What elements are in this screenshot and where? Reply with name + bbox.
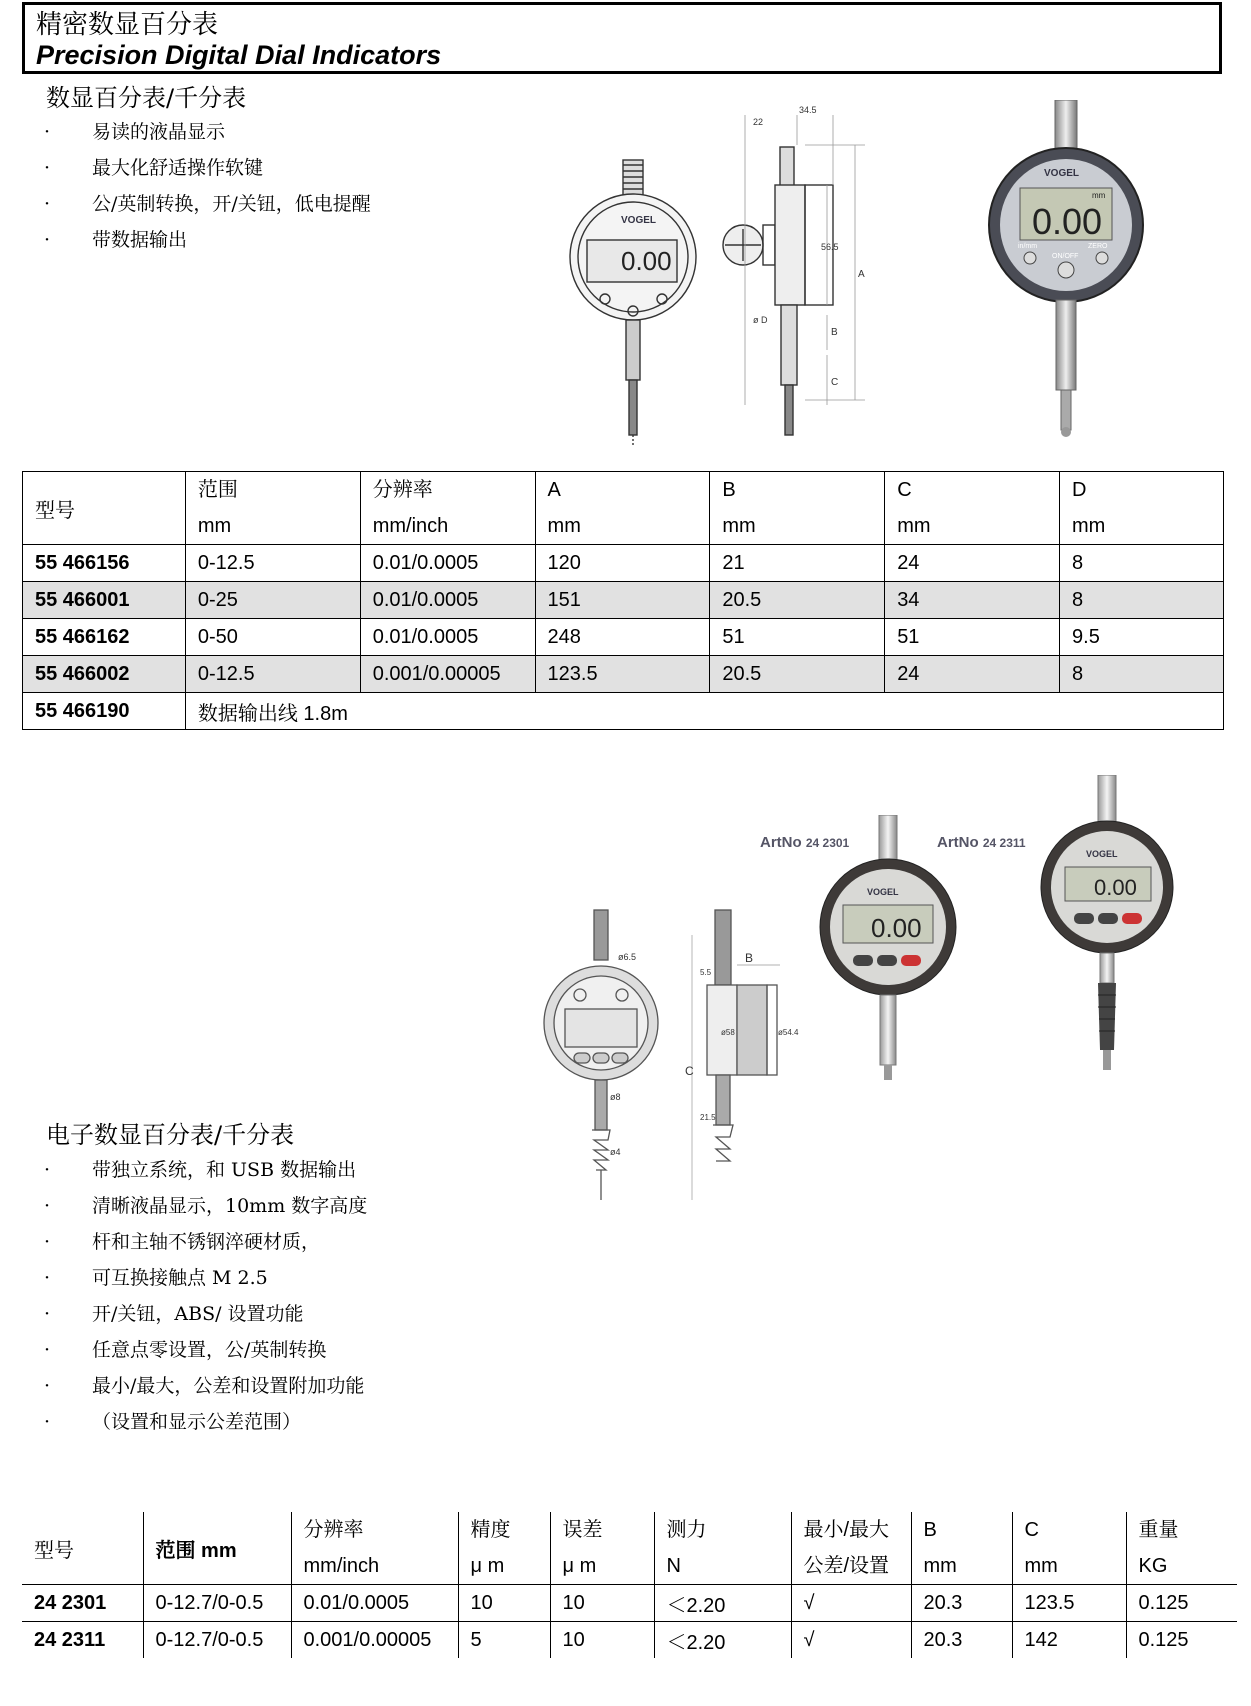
dim-label-a: A [858, 269, 865, 280]
feature-item: · 带数据输出 [44, 229, 188, 251]
photo1-display: 0.00 [1032, 201, 1103, 242]
table-cell: 21 [710, 545, 885, 582]
table-cell: 24 [885, 656, 1060, 693]
table-cell: ＜2.20 [654, 1585, 791, 1622]
table-cell: 分辨率 mm/inch [360, 472, 535, 545]
table-cell: 51 [710, 619, 885, 656]
dim-label-d: ø D [753, 315, 768, 325]
table-cell: 0-25 [185, 582, 360, 619]
table-cell: 分辨率 mm/inch [291, 1512, 458, 1585]
feature-item: · 可互换接触点 M 2.5 [44, 1267, 268, 1289]
feature-item: · 带独立系统，和 USB 数据输出 [44, 1159, 357, 1181]
table-cell: D mm [1060, 472, 1224, 545]
table-row [23, 545, 1224, 582]
table-cell: 55 466156 [23, 545, 186, 582]
dim-d1: ø6.5 [618, 952, 637, 962]
table-cell: 型号 [22, 1512, 143, 1585]
table-cell: 20.3 [911, 1622, 1012, 1659]
table-cell: 0.01/0.0005 [291, 1585, 458, 1622]
table-cell: 精度 μ m [458, 1512, 550, 1585]
table-cell: C mm [885, 472, 1060, 545]
table-cell: 24 2311 [22, 1622, 143, 1659]
photo1-btn-right: ZERO [1088, 243, 1108, 250]
art-no-label-1: ArtNo 24 2301 [760, 834, 850, 851]
table-cell: 0.125 [1126, 1585, 1237, 1622]
table-cell: 10 [458, 1585, 550, 1622]
dim-label-c2: C [685, 1064, 694, 1078]
dim-56-5: 56.5 [821, 242, 839, 252]
table-cell: 5 [458, 1622, 550, 1659]
table-row [23, 582, 1224, 619]
photo3-brand: VOGEL [1086, 849, 1118, 859]
table-row [22, 1585, 1237, 1622]
section1-feature-list [44, 114, 371, 258]
feature-item: · 开/关钮，ABS/ 设置功能 [44, 1303, 304, 1325]
photo1-unit: mm [1092, 191, 1106, 200]
section2-feature-list [44, 1152, 367, 1440]
table-cell: 0.01/0.0005 [360, 545, 535, 582]
table-cell: √ [791, 1622, 911, 1659]
table-row [23, 656, 1224, 693]
table-cell: A mm [535, 472, 710, 545]
photo3-display: 0.00 [1094, 875, 1137, 900]
table-cell: 型号 [23, 472, 186, 545]
table-cell: 120 [535, 545, 710, 582]
table-row [22, 1622, 1237, 1659]
table-cell: 10 [550, 1622, 654, 1659]
table-cell: √ [791, 1585, 911, 1622]
table-cell: 123.5 [1012, 1585, 1126, 1622]
table-cell: 0.001/0.00005 [291, 1622, 458, 1659]
table-cell: ＜2.20 [654, 1622, 791, 1659]
table-cell: 24 2301 [22, 1585, 143, 1622]
table-cell: 34 [885, 582, 1060, 619]
dim-d2: ø8 [610, 1092, 621, 1102]
table-cell: 24 [885, 545, 1060, 582]
feature-item: · 最小/最大，公差和设置附加功能 [44, 1375, 365, 1397]
table-header-row [23, 472, 1224, 545]
section2-heading: 电子数显百分表/千分表 [46, 1121, 295, 1149]
table-cell: 0-12.5 [185, 545, 360, 582]
dial-indicator-photo [980, 100, 1150, 440]
table-row [23, 693, 1224, 730]
dial-indicator-drawing [565, 105, 885, 450]
photo2-brand: VOGEL [867, 887, 899, 897]
feature-item: · 杆和主轴不锈钢淬硬材质， [44, 1231, 321, 1253]
feature-item: · 清晰液晶显示，10mm 数字高度 [44, 1195, 368, 1217]
dim-d6: ø54.4 [778, 1028, 799, 1037]
feature-item: · 任意点零设置，公/英制转换 [44, 1339, 327, 1361]
table-cell: 0.01/0.0005 [360, 582, 535, 619]
table-cell: 0.01/0.0005 [360, 619, 535, 656]
table-cell: 0-50 [185, 619, 360, 656]
table-cell: C mm [1012, 1512, 1126, 1585]
dim-d5: ø58 [721, 1028, 735, 1037]
table-cell: 0.001/0.00005 [360, 656, 535, 693]
table-cell: 20.5 [710, 656, 885, 693]
spec-table-2 [22, 1512, 1237, 1658]
feature-item: · （设置和显示公差范围） [44, 1411, 302, 1433]
table-cell: 0.125 [1126, 1622, 1237, 1659]
feature-item: · 公/英制转换，开/关钮，低电提醒 [44, 193, 371, 215]
table-cell: 248 [535, 619, 710, 656]
table-row [23, 619, 1224, 656]
table-cell: B mm [911, 1512, 1012, 1585]
table-cell: 55 466162 [23, 619, 186, 656]
table-cell: 测力 N [654, 1512, 791, 1585]
spec-table-1 [22, 471, 1224, 730]
dim-34-5: 34.5 [799, 105, 817, 115]
photo2-display: 0.00 [871, 913, 922, 943]
table-cell: 数据输出线 1.8m [185, 693, 1223, 730]
usb-indicator-drawing [540, 905, 805, 1205]
photo1-btn-left: in/mm [1018, 243, 1038, 250]
table-cell: 范围 mm [185, 472, 360, 545]
dim-label-c: C [831, 377, 839, 388]
table-cell: 20.3 [911, 1585, 1012, 1622]
page-title-cn: 精密数显百分表 [36, 10, 219, 40]
table-cell: 51 [885, 619, 1060, 656]
dim-d3: ø4 [610, 1147, 621, 1157]
dim-label-b: B [831, 327, 838, 338]
dim-d8: 5.5 [700, 968, 712, 977]
table-header-row [22, 1512, 1237, 1585]
drawing-brand: VOGEL [621, 215, 657, 226]
dim-22: 22 [753, 117, 764, 127]
table-cell: 151 [535, 582, 710, 619]
art-no-label-2: ArtNo 24 2311 [937, 834, 1026, 851]
table-cell: 55 466001 [23, 582, 186, 619]
table-cell: 55 466190 [23, 693, 186, 730]
table-cell: 0-12.7/0-0.5 [143, 1585, 291, 1622]
photo1-btn-mid: ON/OFF [1052, 253, 1079, 260]
feature-item: · 最大化舒适操作软键 [44, 157, 264, 179]
table-cell: 0-12.7/0-0.5 [143, 1622, 291, 1659]
table-cell: 范围 mm [143, 1512, 291, 1585]
dim-label-b2: B [745, 951, 754, 965]
table-cell: 8 [1060, 545, 1224, 582]
table-cell: 123.5 [535, 656, 710, 693]
photo1-brand: VOGEL [1044, 168, 1080, 179]
dim-d7: 21.5 [700, 1113, 716, 1122]
usb-indicator-photo-1 [815, 815, 965, 1085]
table-cell: 0-12.5 [185, 656, 360, 693]
page-title-en: Precision Digital Dial Indicators [36, 40, 442, 70]
table-cell: 9.5 [1060, 619, 1224, 656]
drawing-display: 0.00 [621, 246, 672, 276]
table-cell: 重量 KG [1126, 1512, 1237, 1585]
table-cell: B mm [710, 472, 885, 545]
table-cell: 142 [1012, 1622, 1126, 1659]
table-cell: 20.5 [710, 582, 885, 619]
table-cell: 8 [1060, 582, 1224, 619]
table-cell: 8 [1060, 656, 1224, 693]
feature-item: · 易读的液晶显示 [44, 121, 226, 143]
table-cell: 55 466002 [23, 656, 186, 693]
usb-indicator-photo-2 [1038, 775, 1178, 1085]
table-cell: 10 [550, 1585, 654, 1622]
table-cell: 误差 μ m [550, 1512, 654, 1585]
table-cell: 最小/最大 公差/设置 [791, 1512, 911, 1585]
section1-heading: 数显百分表/千分表 [46, 84, 247, 112]
